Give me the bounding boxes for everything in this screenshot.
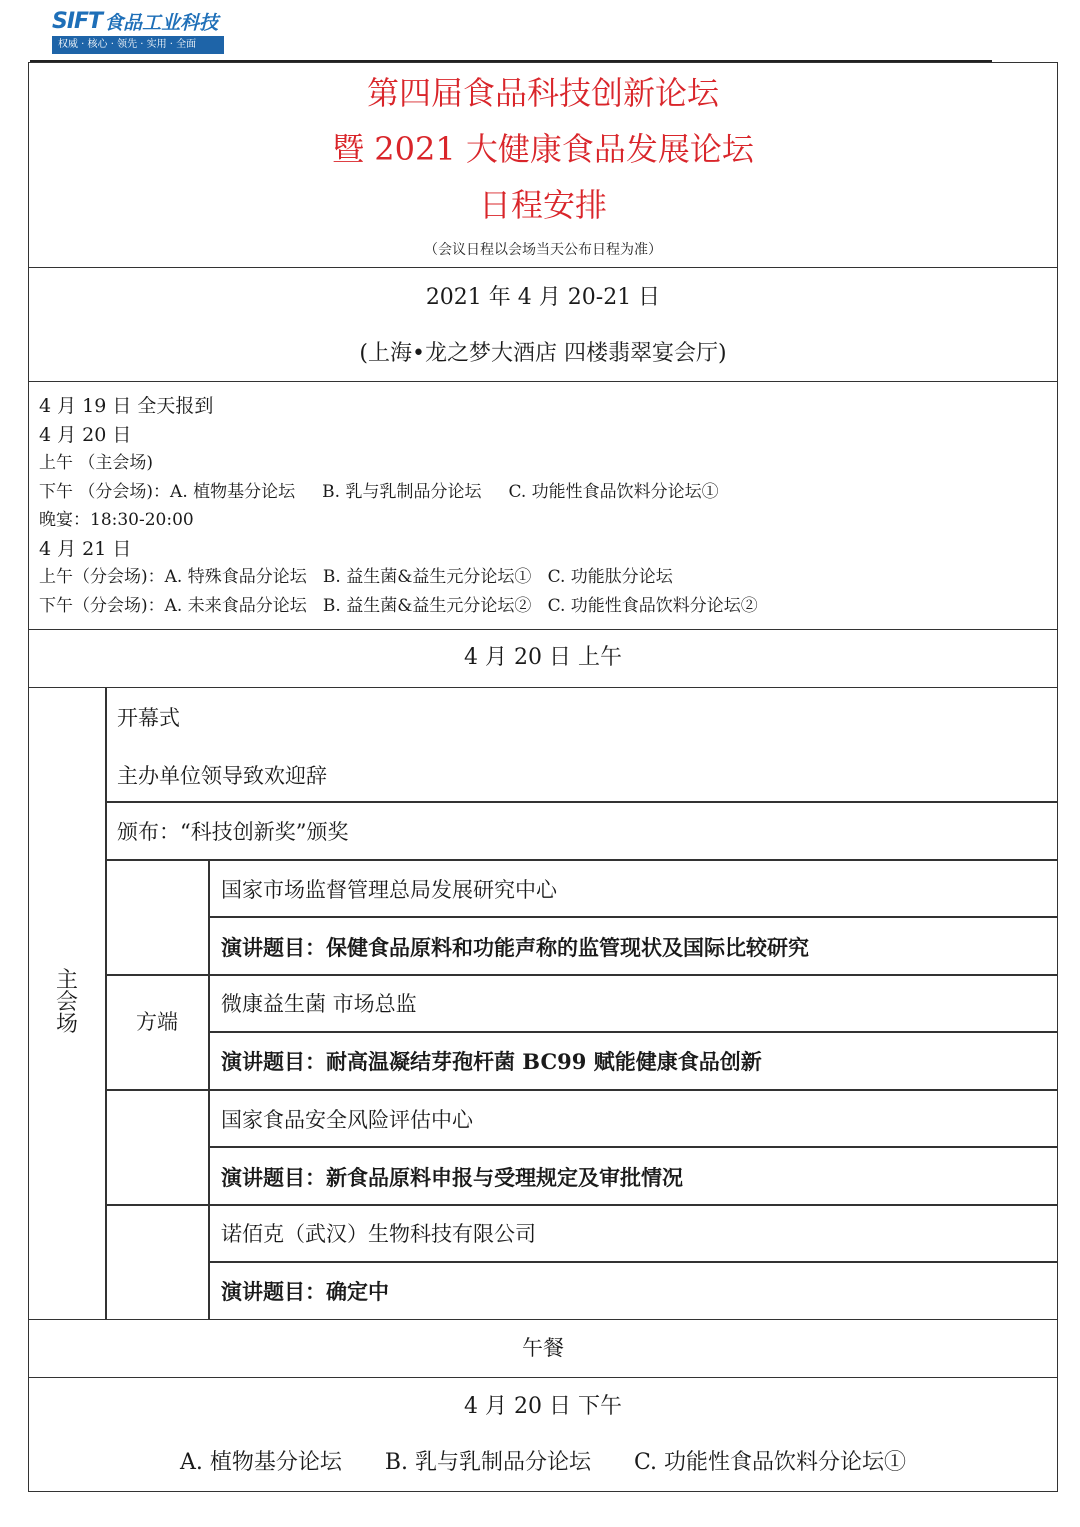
afternoon-forums [29,1448,1057,1478]
schedule-line: 下午（分会场)：A. 未来食品分论坛 B. 益生菌&益生元分论坛② C. 功能性食品饮料分论坛② [39,595,758,616]
row-divider [106,1204,209,1206]
row-divider [106,1089,209,1091]
schedule-line: 晚宴：18:30-20:00 [39,510,194,530]
talk-topic: 演讲题目：耐高温凝结芽孢杆菌 BC99 赋能健康食品创新 [221,1049,762,1074]
publication-logo [52,6,224,56]
logo-name: 食品工业科技 [104,11,219,34]
title-section [28,62,1058,268]
date-venue-section [28,268,1058,382]
event-venue: (上海•龙之梦大酒店 四楼翡翠宴会厅) [359,341,727,366]
title-line-3: 日程安排 [478,186,607,224]
afternoon-section [28,1378,1058,1492]
forum-item: B. 乳与乳制品分论坛 [384,1450,591,1475]
row-divider [209,1031,1057,1033]
morning-header: 4 月 20 日 上午 [28,630,1058,688]
row-divider [106,859,1057,861]
event-date: 2021 年 4 月 20-21 日 [425,285,661,310]
talk-topic: 演讲题目：确定中 [221,1279,389,1304]
schedule-note: （会议日程以会场当天公布日程为准） [424,242,662,258]
host-name: 方端 [136,1010,178,1034]
row-divider [209,1261,1057,1263]
talk-org: 国家市场监督管理总局发展研究中心 [221,878,557,902]
award-text: 颁布：“科技创新奖”颁奖 [117,820,349,844]
talk-org: 国家食品安全风险评估中心 [221,1108,473,1132]
venue-label-text: 主会场 [56,968,79,1037]
schedule-line: 上午 （主会场) [39,453,154,473]
row-divider [106,974,209,976]
schedule-overview [28,382,1058,630]
schedule-line: 下午 （分会场)：A. 植物基分论坛 B. 乳与乳制品分论坛 C. 功能性食品饮料分论坛① [39,481,719,502]
logo-slogan: 权威 · 核心 · 领先 · 实用 · 全面 [52,36,224,54]
schedule-line: 4 月 21 日 [39,537,132,560]
talk-org: 微康益生菌 市场总监 [221,992,417,1016]
title-line-1: 第四届食品科技创新论坛 [366,74,719,112]
morning-program [28,688,1058,1320]
schedule-line: 4 月 19 日 全天报到 [39,395,214,417]
logo-mark: SIFT [52,8,103,34]
schedule-line: 4 月 20 日 [39,423,132,446]
row-divider [209,1204,1057,1206]
schedule-line: 上午（分会场)：A. 特殊食品分论坛 B. 益生菌&益生元分论坛① C. 功能肽分论坛 [39,567,673,587]
opening-text: 开幕式 [117,706,180,730]
talk-org: 诺佰克（武汉）生物科技有限公司 [221,1222,536,1246]
row-divider [209,974,1057,976]
column-divider [105,688,107,1319]
lunch-row: 午餐 [28,1320,1058,1378]
venue-label [29,970,105,1036]
forum-item: A. 植物基分论坛 [179,1450,342,1475]
title-line-2: 暨 2021 大健康食品发展论坛 [332,130,754,168]
talk-topic: 演讲题目：新食品原料申报与受理规定及审批情况 [221,1165,683,1190]
schedule-document [28,62,1058,1492]
row-divider [209,916,1057,918]
talk-topic: 演讲题目：保健食品原料和功能声称的监管现状及国际比较研究 [221,935,809,960]
row-divider [106,801,1057,803]
forum-item: C. 功能性食品饮料分论坛① [633,1450,907,1475]
welcome-text: 主办单位领导致欢迎辞 [117,764,327,788]
afternoon-header: 4 月 20 日 下午 [464,1394,622,1419]
row-divider [209,1146,1057,1148]
row-divider [209,1089,1057,1091]
